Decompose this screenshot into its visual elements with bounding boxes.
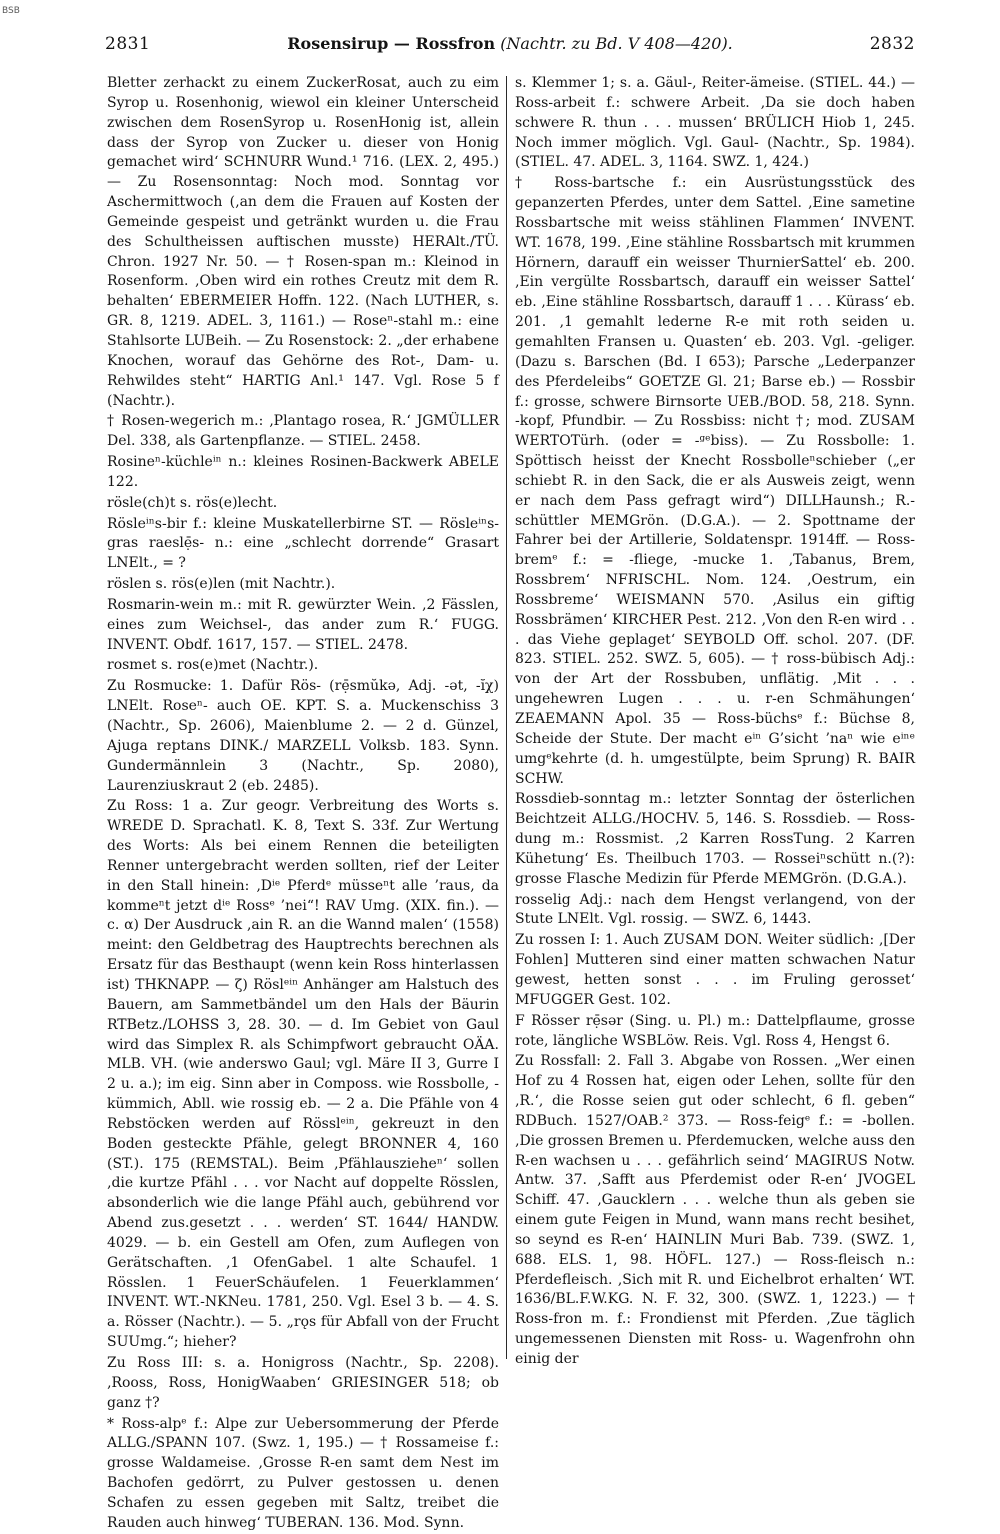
entry-paragraph: Zu rossen I: 1. Auch ZUSAM DON. Weiter südlich: ‚[Der Fohlen] Mutteren sind einer matten schwachen Natur gewest, hetten sonst . . . im Fruling gerosset‘ MFUGGER Gest. 102. [515,932,915,1008]
entry-paragraph: F Rösser rẹ̄sər (Sing. u. Pl.) m.: Dattelpflaume, grosse rote, längliche WSBLöw. Reis. Vgl. Ross 4, Hengst 6. [515,1012,915,1049]
entry-paragraph: rösle(ch)t s. rös(e)lecht. [107,494,278,511]
entry-paragraph: Zu Rossfall: 2. Fall 3. Abgabe von Rossen. „Wer einen Hof zu 4 Rossen hat, eigen oder Lehen, sollte für den ‚R.‘, die Rosse seien gut oder schlecht, 6 fl. geben“ RDBuch. 1527/OAB.² 373. — Ross-feigᵉ f.: = -bollen. ‚Die grossen Bremen u. Pferdemucken, welche auss den R-en wachsen u . . . gefährlich seind‘ MAGIRUS Notw. Antw. 37. ‚Safft aus Pferdemist oder R-en‘ JVOGEL Schiff. 47. ‚Gaucklern . . . welche thun als geben sie einem gute Feigen in Mund, wann mans recht besihet, so seynd es R-en‘ HAINLIN Muri Bab. 739. (SWZ. 1, 688. ELS. 1, 98. HÖFL. 127.) — Ross-fleisch n.: Pferdefleisch. ‚Sich mit R. und Eichelbrot erhalten‘ WT. 1636/BL.F.W.KG. N. F. 32, 300. (SWZ. 1, 1223.) — † Ross-fron m. f.: Frondienst mit Pferden. ‚Zue täglich ungemessenen Diensten mit Ross- u. Wagenfrohn ohn einig der [515,1053,915,1367]
entry-paragraph: röslen s. rös(e)len (mit Nachtr.). [107,576,336,593]
page-number-right: 2832 [869,34,915,54]
entry-paragraph: † Ross-bartsche f.: ein Ausrüstungsstück des gepanzerten Pferdes, unter dem Sattel. ‚Eine sametine Rossbartsche mit weiss stählinen Flammen‘ INVENT. WT. 1678, 199. ‚Eine stähline Rossbartsch mit krummen Hörnern, darauff ein weisser ThurnierSattel‘ eb. 200. ‚Ein vergülte Rossbartsch, darauff ein weisser Sattel‘ eb. ‚Eine stähline Rossbartsch, darauff 1 . . . Kürass‘ eb. 201. ‚1 gemahlt lederne R-e mit roth seiden u. gemahlten Fransen u. Quasten‘ eb. 203. Vgl. -geliger. (Dazu s. Barschen (Bd. I 653); Parsche „Lederpanzer des Pferdeleibs“ GOETZE Gl. 21; Barse eb.) — Rossbir f.: grosse, schwere Birnsorte UEB./BOD. 58, 218. Synn. -kopf, Pfundbir. — Zu Rossbiss: nicht †; mod. ZUSAM WERTOTürh. (oder = -ᵍᵉbiss). — Zu Rossbolle: 1. Spöttisch heisst der Knecht Rossbolleⁿschieber („er schiebt R. in den Sack, die er als Ausweis zeigt, wenn er nach dem Pass gefragt wird“) DILLHaunsh.; R.-schüttler MEMGrön. (D.G.A.). — 2. Spottname der Fahrer bei der Artillerie, Soldatenspr. 1914ff. — Ross-bremᵉ f.: = -fliege, -mucke 1. ‚Tabanus, Brem, Rossbrem‘ NFRISCHL. Nom. 124. ‚Oestrum, ein Rossbreme‘ WEISMANN 570. ‚Asilus ein giftig Rossbrämen‘ KIRCHER Pest. 212. ‚Von den R-en wird . . . das Viehe geplaget‘ SEYBOLD Off. schol. 207. (DF. 823. STIEL. 252. SWZ. 5, 605). — † ross-bübisch Adj.: von der Art der Rossbuben, unflätig. ‚Mit . . . ungehewren Lugen . . . u. r-en Schmähungen‘ ZEAEMANN Apol. 35 — Ross-büchsᵉ f.: Büchse 8, Scheide der Stute. Der macht eⁱⁿ G’sicht ’naⁿ wie eⁱⁿᵉ umgᵉkehrte (d. h. umgestülpte, beim Sprung) R. BAIR SCHW. [515,175,915,787]
page-number-left: 2831 [105,34,151,54]
entry-paragraph: Rosmarin-wein m.: mit R. gewürzter Wein. ‚2 Fässlen, eines zum Weichsel-, das ander zum R.‘ FUGG. INVENT. Obdf. 1617, 157. — STIEL. 2478. [107,596,499,653]
entry-paragraph: rosmet s. ros(e)met (Nachtr.). [107,657,319,674]
entry-paragraph: s. Klemmer 1; s. a. Gäul-, Reiter-ämeise. (STIEL. 44.) — Ross-arbeit f.: schwere Arbeit. ‚Da sie doch haben schwere R. thun . . . mussen‘ BRÜLICH Hiob 1, 245. Noch immer möglich. Vgl. Gaul- (Nachtr., Sp. 1984). (STIEL. 47. ADEL. 3, 1164. SWZ. 1, 424.) [515,75,915,171]
entry-paragraph: Rossdieb-sonntag m.: letzter Sonntag der österlichen Beichtzeit ALLG./HOCHV. 5, 146. S. Rossdieb. — Ross-dung m.: Rossmist. ‚2 Karren RossTung. 2 Karren Kühetung‘ Es. Theilbuch 1703. — Rosseiⁿschütt n.(?): grosse Flasche Medizin für Pferde MEMGrön. (D.G.A.). [515,791,915,887]
entry-paragraph: Zu Rosmucke: 1. Dafür Rös- (rẹ̄smŭkə, Adj. -ət, -ĭχ) LNElt. Roseⁿ- auch OE. KPT. S. a. Muckenschiss 3 (Nachtr., Sp. 2606), Maienblume 2. — 2 d. Günzel, Ajuga reptans DINK./ MARZELL Volksb. 183. Synn. Gundermännlein 3 (Nachtr., Sp. 2080), Laurenziuskraut 2 (eb. 2485). [107,678,499,794]
entry-paragraph: Bletter zerhackt zu einem ZuckerRosat, auch zu eim Syrop u. Rosenhonig, wiewol ein kleiner Unterscheid zwischen dem RosenSyrop u. RosenHonig ist, allein dass der Syrop von Zucker u. dieser von Honig gemachet wird‘ SCHNURR Wund.¹ 716. (LEX. 2, 495.) — Zu Rosensonntag: Noch mod. Sonntag vor Aschermittwoch (‚an dem die Frauen auf Kosten der Gemeinde gespeist und getränkt wurden u. die Frau des Schultheissen auftischen musste) HERAlt./TÜ. Chron. 1927 Nr. 50. — † Rosen-span m.: Kleinod in Rosenform. ‚Oben wird ein rothes Creutz mit dem R. behalten‘ EBERMEIER Hoffn. 122. (Nach LUTHER, s. GR. 8, 1219. ADEL. 3, 1161.) — Roseⁿ-stahl m.: eine Stahlsorte LUBeih. — Zu Rosenstock: 2. „der erhabene Knochen, worauf das Gehörne des Rot-, Dam- u. Rehwildes steht“ HARTIG Anl.¹ 147. Vgl. Rose 5 f (Nachtr.). [107,75,499,409]
running-title [105,34,915,53]
right-column [515,74,915,1367]
entry-paragraph: Rosineⁿ-küchleⁱⁿ n.: kleines Rosinen-Backwerk ABELE 122. [107,454,499,490]
entry-paragraph: Rösleⁱⁿs-bir f.: kleine Muskatellerbirne ST. — Rösleⁱⁿs-gras raeslẹ̄s- n.: eine „schlecht dorrende“ Grasart LNElt., = ? [107,515,499,572]
entry-paragraph: rosselig Adj.: nach dem Hengst verlangend, von der Stute LNElt. Vgl. rossig. — SWZ. 6, 1443. [515,891,915,928]
library-stamp: BSB [2,6,20,16]
entry-paragraph: † Rosen-wegerich m.: ‚Plantago rosea, R.‘ JGMÜLLER Del. 338, als Gartenpflanze. — STIEL. 2458. [107,413,499,450]
headword-range: Rosensirup — Rossfron [287,34,496,53]
entry-paragraph: Zu Ross: 1 a. Zur geogr. Verbreitung des Worts s. WREDE D. Sprachatl. K. 8, Text S. 33f. Zur Wertung des Worts: Als bei einem Rennen die beteiligten Renner untergebracht werden sollten, rief der Leiter in den Stall hinein: ‚Dⁱᵉ Pferdᵉ müsseⁿt alle ’raus, da kommeⁿt jetzt dⁱᵉ Rossᵉ ’nei“! RAV Umg. (XIX. fin.). — c. α) Der Ausdruck ‚ain R. an die Wannd malen‘ (1558) meint: den Geldbetrag des Hauptrechts berechnen als Ersatz für das Besthaupt (wenn kein Ross hinterlassen ist) THKNAPP. — ζ) Röslᵉⁱⁿ Anhänger am Halstuch des Bauern, am Sammetbändel um den Hals der Bäurin RTBetz./LOHSS 3, 28. 30. — d. Im Gebiet von Gaul wird das Simplex R. als Schimpfwort gebraucht OÄA. MLB. VH. (wie anderswo Gaul; vgl. Märe II 3, Gurre I 2 u. a.); im eig. Sinn aber in Composs. wie Rossbolle, -kümmich, Abll. wie rossig eb. — 2 a. Die Pfähle von 4 Rebstöcken werden auf Rösslᵉⁱⁿ, gekreuzt in den Boden gesteckte Pfähle, gelegt BRONNER 4, 160 (ST.). 175 (REMSTAL). Beim ‚Pfählauszieheⁿ‘ sollen ‚die kurtze Pfähl . . . vor Nacht auf doppelte Rösslen, absonderlich wie die lange Pfähl auch, gebührend vor Abend zus.gesetzt . . . werden‘ ST. 1644/ HANDW. 4029. — b. ein Gestell am Ofen, zum Auflegen von Gerätschaften. ‚1 OfenGabel. 1 alte Schaufel. 1 Rösslen. 1 FeuerSchäufelen. 1 Feuerklammen‘ INVENT. WT.-NKNeu. 1781, 250. Vgl. Esel 3 b. — 4. S. a. Rösser (Nachtr.). — 5. „rǫs für Abfall von der Frucht SUUmg.“; hieher? [107,798,499,1351]
supplement-note: (Nachtr. zu Bd. V 408—420). [500,34,733,53]
column-divider [506,76,507,1359]
entry-paragraph: Zu Ross III: s. a. Honigross (Nachtr., Sp. 2208). ‚Rooss, Ross, HonigWaaben‘ GRIESINGER 518; ob ganz †? [107,1355,499,1411]
page-header [105,34,915,60]
left-column [107,74,499,1531]
entry-paragraph: * Ross-alpᵉ f.: Alpe zur Uebersommerung der Pferde ALLG./SPANN 107. (Swz. 1, 195.) — † Rossameise f.: grosse Waldameise. ‚Grosse R-en samt dem Nest im Bachofen gedörrt, zu Pulver gestossen u. denen Schafen zu essen gegeben mit Saltz, treibet die Rauden auch hinweg‘ TUBERAN. 136. Mod. Synn. [107,1415,499,1531]
